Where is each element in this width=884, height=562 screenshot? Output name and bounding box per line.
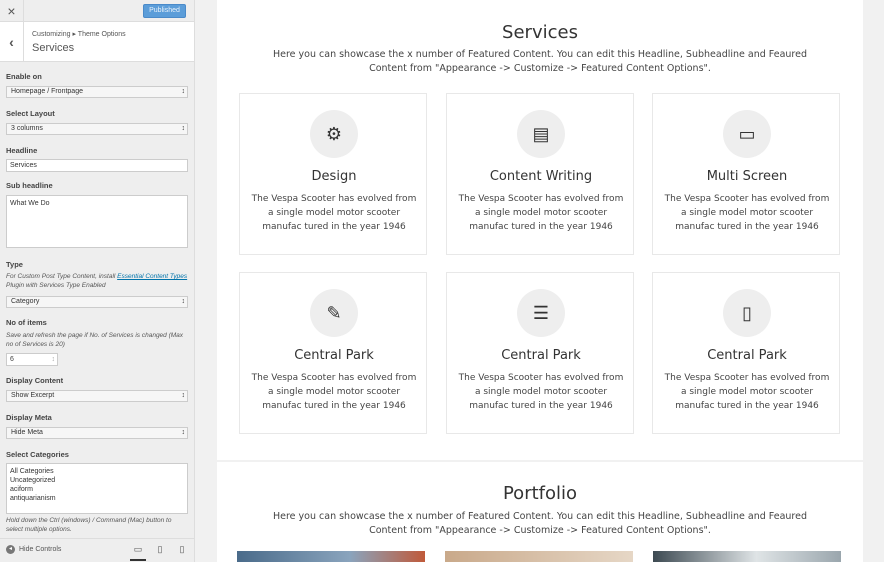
card-text: The Vespa Scooter has evolved from a single model motor scooter manufac tured in the year 1946 xyxy=(458,194,624,232)
tablet-preview-icon[interactable]: ▯ xyxy=(157,544,163,554)
card-text: The Vespa Scooter has evolved from a single model motor scooter manufac tured in the year 1946 xyxy=(458,373,624,411)
site-preview xyxy=(195,0,884,562)
type-label: Type xyxy=(6,260,23,269)
server-icon: ☰ xyxy=(517,289,565,337)
service-card xyxy=(652,272,840,434)
service-card xyxy=(239,272,427,434)
portfolio-thumbnail[interactable] xyxy=(653,551,841,562)
layout-label: Select Layout xyxy=(6,109,55,118)
controls-panel xyxy=(0,63,195,538)
breadcrumb: Customizing ▸ Theme Options xyxy=(32,31,126,38)
gear-icon: ⚙ xyxy=(310,110,358,158)
close-icon[interactable]: × xyxy=(0,0,24,22)
num-items-stepper[interactable]: 6 ↕ xyxy=(6,353,58,366)
service-card xyxy=(446,93,634,255)
enable-on-select[interactable]: Homepage / Frontpage ↕ xyxy=(6,86,188,98)
type-select[interactable]: Category ↕ xyxy=(6,296,188,308)
card-title[interactable]: Central Park xyxy=(294,348,374,363)
services-section xyxy=(217,0,863,460)
display-content-select[interactable]: Show Excerpt ↕ xyxy=(6,390,188,402)
card-title[interactable]: Central Park xyxy=(707,348,787,363)
display-meta-label: Display Meta xyxy=(6,413,52,422)
services-subtitle: Here you can showcase the x number of Featured Content. You can edit this Headline, Subheadline and Feaured Content from "Appearance -> Customize -> Featured Content Options". xyxy=(273,49,807,74)
headline-label: Headline xyxy=(6,146,38,155)
categories-label: Select Categories xyxy=(6,450,69,459)
service-card xyxy=(239,93,427,255)
portfolio-thumbnail[interactable] xyxy=(237,551,425,562)
categories-multiselect[interactable] xyxy=(6,463,188,514)
customizer-footer xyxy=(0,538,195,562)
display-meta-select[interactable]: Hide Meta ↕ xyxy=(6,427,188,439)
hide-controls-button[interactable]: ◂ Hide Controls xyxy=(6,544,61,556)
card-title[interactable]: Content Writing xyxy=(489,169,593,184)
publish-button[interactable]: Published xyxy=(143,4,186,18)
portfolio-thumbnail[interactable] xyxy=(445,551,633,562)
mobile-preview-icon[interactable]: ▯ xyxy=(179,544,185,554)
card-text: The Vespa Scooter has evolved from a single model motor scooter manufac tured in the year 1946 xyxy=(664,194,830,232)
portfolio-subtitle: Here you can showcase the x number of Featured Content. You can edit this Headline, Subheadline and Feaured Content from "Appearance -> Customize -> Featured Content Options". xyxy=(273,511,807,536)
card-title[interactable]: Multi Screen xyxy=(706,169,788,184)
subheadline-textarea[interactable]: What We Do xyxy=(6,195,188,248)
card-title[interactable]: Design xyxy=(311,169,357,184)
num-items-description: Save and refresh the page if No. of Services is changed (Max no of Services is 20) xyxy=(6,332,184,348)
pencil-icon: ✎ xyxy=(310,289,358,337)
display-content-label: Display Content xyxy=(6,376,64,385)
num-items-label: No of items xyxy=(6,318,47,327)
customizer-sidebar xyxy=(0,0,195,562)
category-option[interactable]: aciform xyxy=(10,486,33,493)
desktop-preview-icon[interactable]: ▭ xyxy=(130,544,146,561)
card-text: The Vespa Scooter has evolved from a single model motor scooter manufac tured in the year 1946 xyxy=(251,373,417,411)
category-option[interactable]: Uncategorized xyxy=(10,477,56,484)
headline-input[interactable]: Services xyxy=(6,159,188,172)
type-description: For Custom Post Type Content, install Essential Content Types Plugin with Services Type Enabled xyxy=(6,273,188,289)
customizer-topbar xyxy=(0,0,194,22)
categories-description: Hold down the Ctrl (windows) / Command (Mac) button to select multiple options. xyxy=(6,517,172,533)
documents-icon: ▤ xyxy=(517,110,565,158)
section-title: Services xyxy=(32,42,75,54)
card-title[interactable]: Central Park xyxy=(501,348,581,363)
category-option[interactable]: All Categories xyxy=(10,468,54,475)
essential-content-types-link[interactable]: Essential Content Types xyxy=(117,273,188,280)
back-icon[interactable]: ‹ xyxy=(0,22,24,62)
desktop-icon: ▭ xyxy=(723,110,771,158)
category-option[interactable]: antiquarianism xyxy=(10,495,56,502)
collapse-icon: ◂ xyxy=(6,545,15,554)
portfolio-section xyxy=(217,462,863,562)
service-card xyxy=(652,93,840,255)
card-text: The Vespa Scooter has evolved from a single model motor scooter manufac tured in the year 1946 xyxy=(664,373,830,411)
layout-select[interactable]: 3 columns ↕ xyxy=(6,123,188,135)
services-title: Services xyxy=(502,22,578,43)
enable-on-label: Enable on xyxy=(6,72,42,81)
portfolio-title: Portfolio xyxy=(502,483,578,504)
service-card xyxy=(446,272,634,434)
section-header xyxy=(0,22,194,62)
card-text: The Vespa Scooter has evolved from a single model motor scooter manufac tured in the year 1946 xyxy=(251,194,417,232)
mobile-icon: ▯ xyxy=(723,289,771,337)
subheadline-label: Sub headline xyxy=(6,181,53,190)
